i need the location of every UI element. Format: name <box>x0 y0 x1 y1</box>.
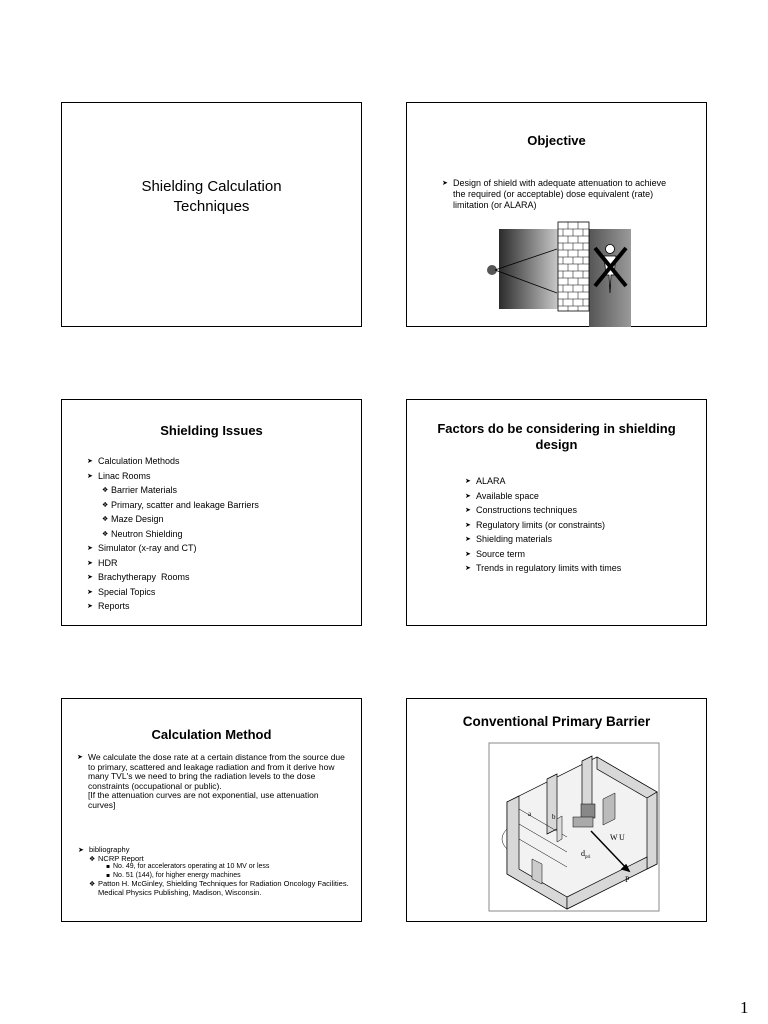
list-item: ➤ Source term <box>476 547 696 562</box>
label-d-main: d <box>581 849 585 858</box>
page-number: 1 <box>740 998 749 1017</box>
sub-item-text: ❖ Maze Design <box>111 512 164 527</box>
sub-list-item <box>89 880 354 897</box>
label-d-subscript: pri <box>585 855 591 860</box>
bibliography-label: ➤ bibliography <box>89 846 354 855</box>
slide-shielding-factors <box>406 399 707 626</box>
slide-shielding-issues <box>61 399 362 626</box>
sub-list-item <box>89 855 354 864</box>
report-entry: ▪ No. 49, for accelerators operating at 10 MV or less <box>113 863 269 872</box>
label-u: U <box>619 833 625 842</box>
sub-item-text: ❖ Barrier Materials <box>111 483 177 498</box>
sub-list-item <box>98 498 348 513</box>
slide-heading: Conventional Primary Barrier <box>462 714 651 729</box>
sub-item-text: ❖ Neutron Shielding <box>111 527 183 542</box>
sub-sub-list-item <box>89 863 354 872</box>
list-item: ➤ Shielding materials <box>476 532 696 547</box>
label-b: b <box>552 813 556 821</box>
list-item: ➤ Constructions techniques <box>476 503 696 518</box>
slide-calculation-method <box>61 698 362 922</box>
list-item: ➤ Reports <box>98 599 348 614</box>
slide-heading: Objective <box>527 133 586 148</box>
factors-list <box>476 474 696 576</box>
sub-list-item <box>98 512 348 527</box>
slide-heading: Calculation Method <box>151 727 272 742</box>
list-item: ➤ HDR <box>98 556 348 571</box>
method-note: [If the attenuation curves are not exponential, use attenuation curves] <box>88 790 319 810</box>
list-item: ➤ Brachytherapy Rooms <box>98 570 348 585</box>
method-list <box>88 753 348 810</box>
report-entry: ▪ No. 51 (144), for higher energy machines <box>113 872 241 881</box>
list-item: ➤ ALARA <box>476 474 696 489</box>
method-paragraph: ➤ We calculate the dose rate at a certain distance from the source due to primary, scattered and leakage radiation and from it derive how many TVL's we need to bring the radiation levels to the dose constraints (occupational or public). <box>88 752 345 791</box>
brick-wall-icon <box>558 222 589 311</box>
list-item: ➤ Simulator (x-ray and CT) <box>98 541 348 556</box>
label-p: P <box>625 875 630 884</box>
slide-heading: Shielding Issues <box>160 423 263 438</box>
sub-item-text: ❖ Primary, scatter and leakage Barriers <box>111 498 259 513</box>
presentation-title: Shielding Calculation Techniques <box>141 178 282 215</box>
list-item: ➤ Available space <box>476 489 696 504</box>
shield-illustration <box>407 103 708 328</box>
list-item: ➤ Calculation Methods <box>98 454 348 469</box>
list-item: ➤ Regulatory limits (or constraints) <box>476 518 696 533</box>
list-item: ➤ Design of shield with adequate attenuation to achieve the required (or acceptable) dose equivalent (rate) limitation (or ALARA) <box>453 178 667 211</box>
issues-list <box>98 454 348 614</box>
slide-objective <box>406 102 707 327</box>
list-item <box>88 753 348 810</box>
slide-title-page <box>61 102 362 327</box>
list-item: ➤ Linac Rooms <box>98 469 348 484</box>
sub-list-item <box>98 527 348 542</box>
list-item: ➤ Trends in regulatory limits with times <box>476 561 696 576</box>
bibliography-list <box>89 846 354 897</box>
label-w: W <box>610 833 618 842</box>
ncrp-report-label: ❖ NCRP Report <box>98 855 144 864</box>
treatment-room-diagram <box>407 699 708 923</box>
slide-heading: Factors do be considering in shielding design <box>437 421 676 452</box>
list-item: ➤ Special Topics <box>98 585 348 600</box>
slide-primary-barrier <box>406 698 707 922</box>
label-a: a <box>528 810 532 818</box>
book-reference: ❖ Patton H. McGinley, Shielding Techniques for Radiation Oncology Facilities. Medical Physics Publishing, Madison, Wisconsin. <box>98 880 354 897</box>
sub-list-item <box>98 483 348 498</box>
